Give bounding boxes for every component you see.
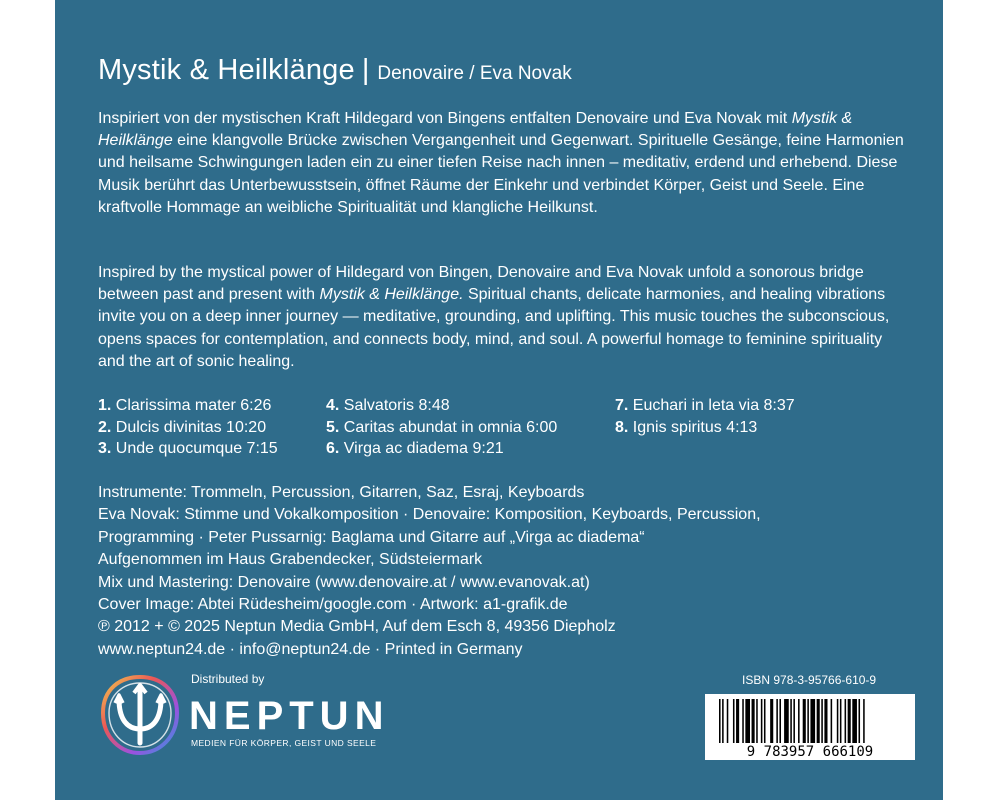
track-title: Euchari in leta via 8:37 [632, 397, 795, 414]
description-german-text-2: eine klangvolle Brücke zwischen Vergangenheit und Gegenwart. Spirituelle Gesänge, feine Harmonien und heilsame Schwingungen laden ein zu einer tiefen Reise nach innen – meditativ, erdend und erhebend. Diese Musik berührt das Unterbewusstsein, öffnet Räume der Einkehr und verbindet Körper, Geist und Seele. Eine kraftvolle Hommage an weibliche Spiritualität und klangliche Heilkunst. [98, 132, 904, 216]
track-number: 2. [98, 418, 112, 436]
title-separator: | [361, 54, 370, 86]
track-title: Virga ac diadema 9:21 [343, 440, 504, 457]
isbn-barcode [705, 694, 915, 760]
credits-line: Cover Image: Abtei Rüdesheim/google.com · Artwork: a1-grafik.de [98, 596, 568, 614]
description-german [98, 108, 908, 219]
track-title: Clarissima mater 6:26 [115, 397, 272, 414]
track-number: 8. [615, 418, 629, 436]
credits-line: Aufgenommen im Haus Grabendecker, Südsteiermark [98, 551, 483, 569]
track-number: 5. [326, 418, 340, 436]
track-number: 3. [98, 440, 112, 457]
credits-line: Mix und Mastering: Denovaire (www.denovaire.at / www.evanovak.at) [98, 573, 590, 591]
isbn-label: ISBN 978-3-95766-610-9 [742, 673, 877, 687]
neptun-logo [97, 668, 397, 768]
credits-block [98, 482, 898, 661]
description-english-text-1: Inspired by the mystical power of Hildegard von Bingen, Denovaire and Eva Novak unfold a sonorous bridge between past and present with [98, 264, 864, 304]
description-german-text-1: Inspiriert von der mystischen Kraft Hildegard von Bingens entfalten Denovaire und Eva Novak mit [98, 110, 792, 127]
credits-line: Instrumente: Trommeln, Percussion, Gitarren, Saz, Esraj, Keyboards [98, 484, 585, 501]
barcode-icon [705, 694, 915, 760]
track-number: 1. [98, 397, 112, 414]
tracklist-column-1 [98, 395, 278, 460]
track-title: Dulcis divinitas 10:20 [115, 418, 267, 436]
track-item [98, 417, 278, 439]
track-item [326, 417, 557, 439]
cd-back-cover [55, 0, 943, 800]
track-item [615, 395, 795, 417]
track-title: Ignis spiritus 4:13 [632, 418, 758, 436]
credits-line: ℗ 2012 + © 2025 Neptun Media GmbH, Auf dem Esch 8, 49356 Diepholz [98, 618, 616, 636]
neptun-tagline: MEDIEN FÜR KÖRPER, GEIST UND SEELE [191, 738, 377, 748]
track-title: Salvatoris 8:48 [343, 397, 450, 414]
description-english [98, 262, 908, 373]
distributed-by-label: Distributed by [191, 672, 265, 686]
description-german-album-title: Mystik & Heilklänge [98, 110, 853, 150]
track-item [326, 395, 557, 417]
track-title: Caritas abundat in omnia 6:00 [343, 418, 558, 436]
credits-line: Programming · Peter Pussarnig: Baglama und Gitarre auf „Virga ac diadema“ [98, 528, 645, 546]
trident-icon [97, 673, 183, 759]
track-number: 6. [326, 440, 340, 457]
credits-line: www.neptun24.de · info@neptun24.de · Printed in Germany [98, 640, 523, 658]
artist-names: Denovaire / Eva Novak [377, 63, 572, 84]
track-item [98, 395, 278, 417]
track-number: 7. [615, 397, 629, 414]
title-row [98, 54, 572, 87]
tracklist-column-2 [326, 395, 557, 460]
track-item [326, 438, 557, 460]
tracklist-column-3 [615, 395, 795, 438]
credits-line: Eva Novak: Stimme und Vokalkomposition · Denovaire: Komposition, Keyboards, Percussion, [98, 506, 761, 524]
track-number: 4. [326, 397, 340, 414]
description-english-text-2: Spiritual chants, delicate harmonies, and healing vibrations invite you on a deep inner journey — meditative, grounding, and uplifting. This music touches the subconscious, opens spaces for contemplation, and connects body, mind, and soul. A powerful homage to feminine spirituality and the art of sonic healing. [98, 286, 890, 370]
track-item [98, 438, 278, 460]
album-title: Mystik & Heilklänge [98, 54, 355, 86]
track-item [615, 417, 795, 439]
description-english-album-title: Mystik & Heilklänge. [319, 286, 464, 304]
track-title: Unde quocumque 7:15 [115, 440, 278, 457]
neptun-wordmark: NEPTUN [189, 694, 390, 738]
barcode-digits: 9 783957 666109 [746, 744, 874, 760]
